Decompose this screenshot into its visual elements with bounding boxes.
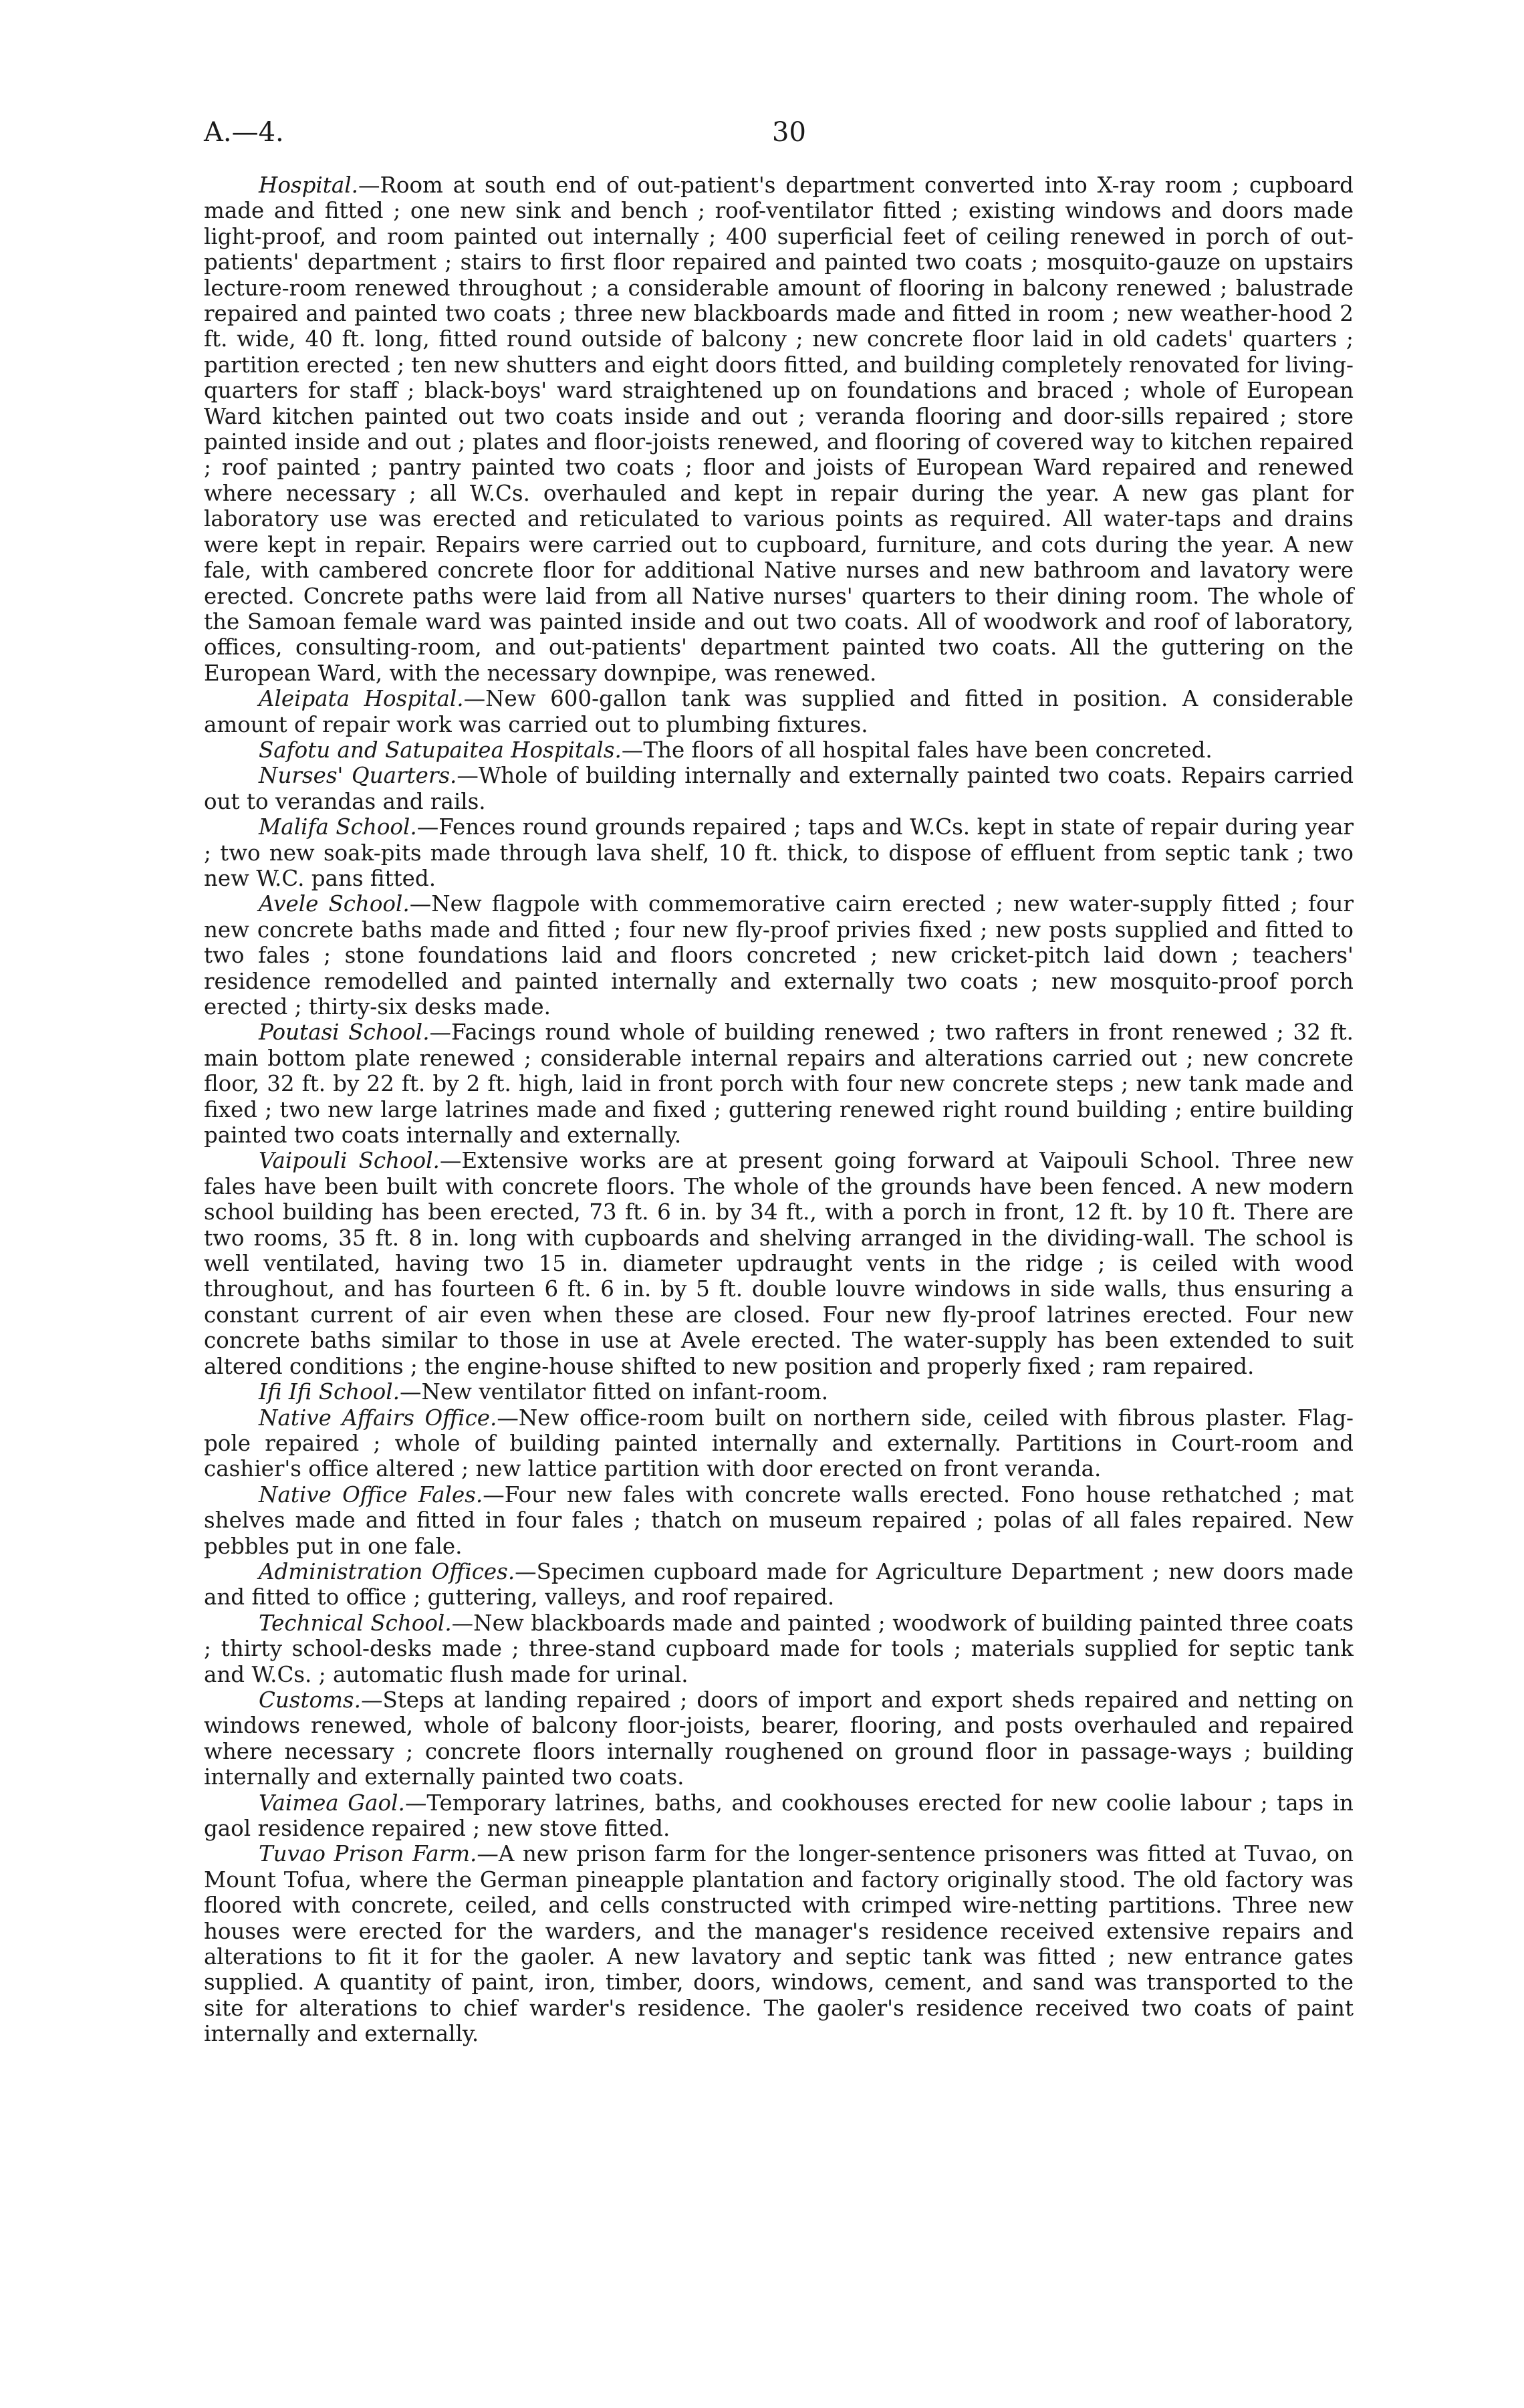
paragraph-heading: Native Affairs Office. (259, 1405, 497, 1431)
paragraph-nurses-quarters (204, 763, 1354, 814)
paragraph-text: —New office-room built on northern side, ceiled with fibrous plaster. Flag-pole repaired ; whole of building painted internally and externally. Partitions in Court-room and cashier's office altered ; new lattice partition with door erected on front veranda. (204, 1405, 1354, 1482)
paragraph-hospital (204, 172, 1354, 686)
paragraph-technical-school (204, 1610, 1354, 1687)
paragraph-aleipata-hospital (204, 686, 1354, 737)
paragraph-text: —Specimen cupboard made for Agriculture Department ; new doors made and fitted to office ; guttering, valleys, and roof repaired. (204, 1558, 1354, 1610)
paragraph-text: —A new prison farm for the longer-sentence prisoners was fitted at Tuvao, on Mount Tofua, where the German pineapple plantation and factory originally stood. The old factory was floored with concrete, ceiled, and cells constructed with crimped wire-netting partitions. Three new houses were erected for the warders, and the manager's residence received extensive repairs and alterations to fit it for the gaoler. A new lavatory and septic tank was fitted ; new entrance gates supplied. A quantity of paint, iron, timber, doors, windows, cement, and sand was transported to the site for alterations to chief warder's residence. The gaoler's residence received two coats of paint internally and externally. (204, 1841, 1354, 2047)
paragraph-heading: Nurses' Quarters. (259, 763, 457, 789)
paragraph-text: —Facings round whole of building renewed ; two rafters in front renewed ; 32 ft. main bottom plate renewed ; considerable internal repairs and alterations carried out ; new concrete floor, 32 ft. by 22 ft. by 2 ft. high, laid in front porch with four new concrete steps ; new tank made and fixed ; two new large latrines made and fixed ; guttering renewed right round building ; entire building painted two coats internally and externally. (204, 1019, 1354, 1149)
paragraph-heading: Malifa School. (259, 814, 417, 840)
paragraph-heading: Administration Offices. (259, 1558, 515, 1584)
paragraph-poutasi-school (204, 1019, 1354, 1148)
paragraph-heading: Aleipata Hospital. (259, 686, 464, 712)
paragraph-customs (204, 1687, 1354, 1790)
paragraph-text: —The floors of all hospital fales have been concreted. (621, 737, 1213, 763)
paragraph-heading: Native Office Fales. (259, 1481, 483, 1508)
paragraph-text: —Steps at landing repaired ; doors of import and export sheds repaired and netting on windows renewed, whole of balcony floor-joists, bearer, flooring, and posts overhauled and repaired where necessary ; concrete floors internally roughened on ground floor in passage-ways ; building internally and externally painted two coats. (204, 1687, 1354, 1790)
paragraph-native-affairs-office (204, 1405, 1354, 1482)
paragraph-native-office-fales (204, 1482, 1354, 1559)
paragraph-heading: Hospital. (259, 172, 358, 198)
paragraph-heading: Technical School. (259, 1610, 452, 1636)
paragraph-ifi-ifi-school (204, 1379, 1354, 1405)
paragraph-malifa-school (204, 814, 1354, 891)
paragraph-text: —Extensive works are at present going forward at Vaipouli School. Three new fales have been built with concrete floors. The whole of the grounds have been fenced. A new modern school building has been erected, 73 ft. 6 in. by 34 ft., with a porch in front, 12 ft. by 10 ft. There are two rooms, 35 ft. 8 in. long with cupboards and shelving arranged in the dividing-wall. The school is well ventilated, having two 15 in. diameter updraught vents in the ridge ; is ceiled with wood throughout, and has fourteen 6 ft. 6 in. by 5 ft. double louvre windows in side walls, thus ensuring a constant current of air even when these are closed. Four new fly-proof latrines erected. Four new concrete baths similar to those in use at Avele erected. The water-supply has been extended to suit altered conditions ; the engine-house shifted to new position and properly fixed ; ram repaired. (204, 1148, 1354, 1379)
document-reference: A.—4. (204, 117, 284, 148)
paragraph-text: —New blackboards made and painted ; woodwork of building painted three coats ; thirty school-desks made ; three-stand cupboard made for tools ; materials supplied for septic tank and W.Cs. ; automatic flush made for urinal. (204, 1610, 1354, 1687)
paragraph-text: —Temporary latrines, baths, and cookhouses erected for new coolie labour ; taps in gaol residence repaired ; new stove fitted. (204, 1790, 1354, 1841)
paragraph-text: —Four new fales with concrete walls erected. Fono house rethatched ; mat shelves made and fitted in four fales ; thatch on museum repaired ; polas of all fales repaired. New pebbles put in one fale. (204, 1481, 1354, 1559)
paragraph-text: —New 600-gallon tank was supplied and fitted in position. A considerable amount of repair work was carried out to plumbing fixtures. (204, 686, 1354, 737)
paragraph-tuvao-prison-farm (204, 1841, 1354, 2046)
document-body (204, 172, 1354, 2047)
paragraph-heading: Vaipouli School. (259, 1148, 440, 1174)
paragraph-heading: Tuvao Prison Farm. (259, 1841, 477, 1867)
paragraph-text: —Whole of building internally and externally painted two coats. Repairs carried out to verandas and rails. (204, 763, 1354, 814)
paragraph-administration-offices (204, 1559, 1354, 1610)
paragraph-heading: Ifi Ifi School. (259, 1379, 400, 1405)
paragraph-heading: Safotu and Satupaitea Hospitals. (259, 737, 622, 763)
paragraph-text: —New ventilator fitted on infant-room. (399, 1379, 829, 1405)
paragraph-vaimea-gaol (204, 1790, 1354, 1842)
paragraph-text: —Room at south end of out-patient's department converted into X-ray room ; cupboard made and fitted ; one new sink and bench ; roof-ventilator fitted ; existing windows and doors made light-proof, and room painted out internally ; 400 superficial feet of ceiling renewed in porch of out-patients' department ; stairs to first floor repaired and painted two coats ; mosquito-gauze on upstairs lecture-room renewed throughout ; a considerable amount of flooring in balcony renewed ; balustrade repaired and painted two coats ; three new blackboards made and fitted in room ; new weather-hood 2 ft. wide, 40 ft. long, fitted round outside of balcony ; new concrete floor laid in old cadets' quarters ; partition erected ; ten new shutters and eight doors fitted, and building completely renovated for living-quarters for staff ; black-boys' ward straightened up on foundations and braced ; whole of European Ward kitchen painted out two coats inside and out ; veranda flooring and door-sills repaired ; store painted inside and out ; plates and floor-joists renewed, and flooring of covered way to kitchen repaired ; roof painted ; pantry painted two coats ; floor and joists of European Ward repaired and renewed where necessary ; all W.Cs. overhauled and kept in repair during the year. A new gas plant for laboratory use was erected and reticulated to various points as required. All water-taps and drains were kept in repair. Repairs were carried out to cupboard, furniture, and cots during the year. A new fale, with cambered concrete floor for additional Native nurses and new bathroom and lavatory were erected. Concrete paths were laid from all Native nurses' quarters to their dining room. The whole of the Samoan female ward was painted inside and out two coats. All of woodwork and roof of laboratory, offices, consulting-room, and out-patients' department painted two coats. All the guttering on the European Ward, with the necessary downpipe, was renewed. (204, 172, 1354, 686)
paragraph-safotu-satupaitea (204, 737, 1354, 763)
paragraph-heading: Avele School. (259, 891, 410, 917)
paragraph-heading: Customs. (259, 1687, 361, 1713)
paragraph-vaipouli-school (204, 1148, 1354, 1379)
paragraph-text: —Fences round grounds repaired ; taps and W.Cs. kept in state of repair during year ; two new soak-pits made through lava shelf, 10 ft. thick, to dispose of effluent from septic tank ; two new W.C. pans fitted. (204, 814, 1354, 891)
page-number: 30 (772, 117, 806, 148)
page-header (204, 117, 1354, 157)
paragraph-text: —New flagpole with commemorative cairn erected ; new water-supply fitted ; four new concrete baths made and fitted ; four new fly-proof privies fixed ; new posts supplied and fitted to two fales ; stone foundations laid and floors concreted ; new cricket-pitch laid down ; teachers' residence remodelled and painted internally and externally two coats ; new mosquito-proof porch erected ; thirty-six desks made. (204, 891, 1354, 1019)
paragraph-heading: Poutasi School. (259, 1019, 430, 1046)
paragraph-avele-school (204, 891, 1354, 1019)
paragraph-heading: Vaimea Gaol. (259, 1790, 405, 1816)
